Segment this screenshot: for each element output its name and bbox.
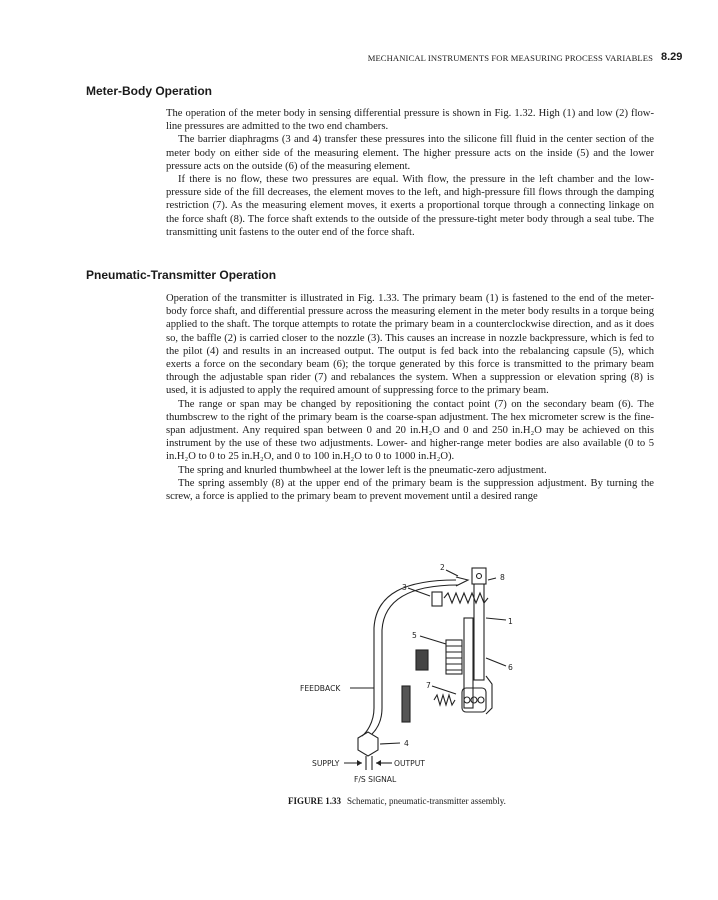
feedback-tube-inner (372, 585, 458, 734)
suppression-spring (444, 593, 488, 603)
zero-spring (434, 695, 455, 705)
label-5: 5 (412, 631, 417, 640)
label-8: 8 (500, 573, 505, 582)
label-2: 2 (440, 563, 445, 572)
supply-arrowhead (357, 760, 362, 766)
label-1: 1 (508, 617, 513, 626)
section-heading-meter-body: Meter-Body Operation (86, 84, 213, 98)
secondary-beam (464, 618, 473, 708)
label-7: 7 (426, 681, 431, 690)
transmitter-schematic-figure (296, 558, 546, 792)
figure-caption (288, 796, 506, 806)
label-4: 4 (404, 739, 409, 748)
thumbwheel (402, 686, 410, 722)
page-number: 8.29 (661, 51, 683, 63)
paragraph: The spring and knurled thumbwheel at the lower left is the pneumatic-zero adjustment. (178, 464, 547, 476)
primary-beam (474, 570, 484, 680)
section-body-pneumatic-transmitter (166, 292, 654, 503)
baffle-block (472, 568, 486, 584)
caption-number: FIGURE 1.33 (288, 796, 342, 806)
section-heading-pneumatic-transmitter: Pneumatic-Transmitter Operation (86, 268, 277, 282)
paragraph: The barrier diaphragms (3 and 4) transfer these pressures into the silicone fill fluid in the center section of the meter body on either side of the measuring element. The higher pressure acts on the inside (5) and the lower pressure acts on the outside (6) of the measuring element. (166, 134, 654, 172)
label-output: OUTPUT (394, 759, 425, 768)
label-fs-signal: F/S SIGNAL (354, 775, 397, 784)
paragraph: The spring assembly (8) at the upper end of the primary beam is the suppression adjustment. By turning the screw, a force is applied to the primary beam to prevent movement until a desired range (166, 477, 654, 503)
paragraph: The operation of the meter body in sensing differential pressure is shown in Fig. 1.32. High (1) and low (2) flow-line pressures are admitted to the two end chambers. (166, 108, 654, 133)
paragraph: If there is no flow, these two pressures are equal. With flow, the pressure in the left chamber and the low-pressure side of the fill decreases, the element moves to the left, and high-pressure fill flows through the damping restriction (7). As the measuring element moves, it exerts a proportional torque through a connecting linkage on the force shaft (8). The force shaft extends to the outside of the pressure-tight meter body through a seal tube. The transmitting unit fastens to the outer end of the force shaft. (166, 174, 654, 238)
rebalancing-capsule (446, 640, 462, 674)
paragraph: Operation of the transmitter is illustrated in Fig. 1.33. The primary beam (1) is fastened to the end of the meter-body force shaft, and differential pressure across the measuring element in the meter body results in a torque being applied to the shaft. The torque attempts to rotate the primary beam in a counterclockwise direction, and as it does so, the baffle (2) is carried closer to the nozzle (3). This causes an increase in nozzle backpressure, which is fed to the pilot (4) and results in an increased output. The output is fed back into the rebalancing capsule (5), which exerts a force on the secondary beam (6); the torque generated by this force is transmitted to the primary beam through the adjustable span rider (7) and rebalances the system. When a suppression or elevation spring (8) is used, it is adjusted to apply the required amount of suppressing force to the primary beam. (166, 293, 654, 397)
label-feedback: FEEDBACK (300, 684, 341, 693)
nozzle (456, 577, 468, 586)
label-6: 6 (508, 663, 513, 672)
schematic-drawing (296, 558, 546, 792)
label-supply: SUPPLY (312, 759, 340, 768)
coarse-span-thumbscrew (486, 676, 492, 714)
section-body-meter-body (166, 107, 654, 239)
running-head: MECHANICAL INSTRUMENTS FOR MEASURING PROCESS VARIABLES (367, 53, 653, 63)
knurled-wheel (416, 650, 428, 670)
output-arrowhead (376, 760, 381, 766)
caption-text: Schematic, pneumatic-transmitter assembly. (347, 796, 506, 806)
supply-output-lines (366, 756, 372, 770)
paragraph: The range or span may be changed by repositioning the contact point (7) on the secondary beam (6). The thumbscrew to the right of the primary beam is the coarse-span adjustment. The hex micrometer screw is the fine-span adjustment. Any required span between 0 and 20 in.H₂O and 0 and 250 in.H₂O may be achieved on this instrument by the use of these two adjustments. Lower- and higher-range meter bodies are also available (0 to 5 in.H₂O to 0 to 25 in.H₂O, and 0 to 100 in.H₂O to 0 to 1000 in.H₂O). (166, 398, 654, 463)
label-3: 3 (402, 583, 407, 592)
pilot-relay (358, 732, 378, 756)
